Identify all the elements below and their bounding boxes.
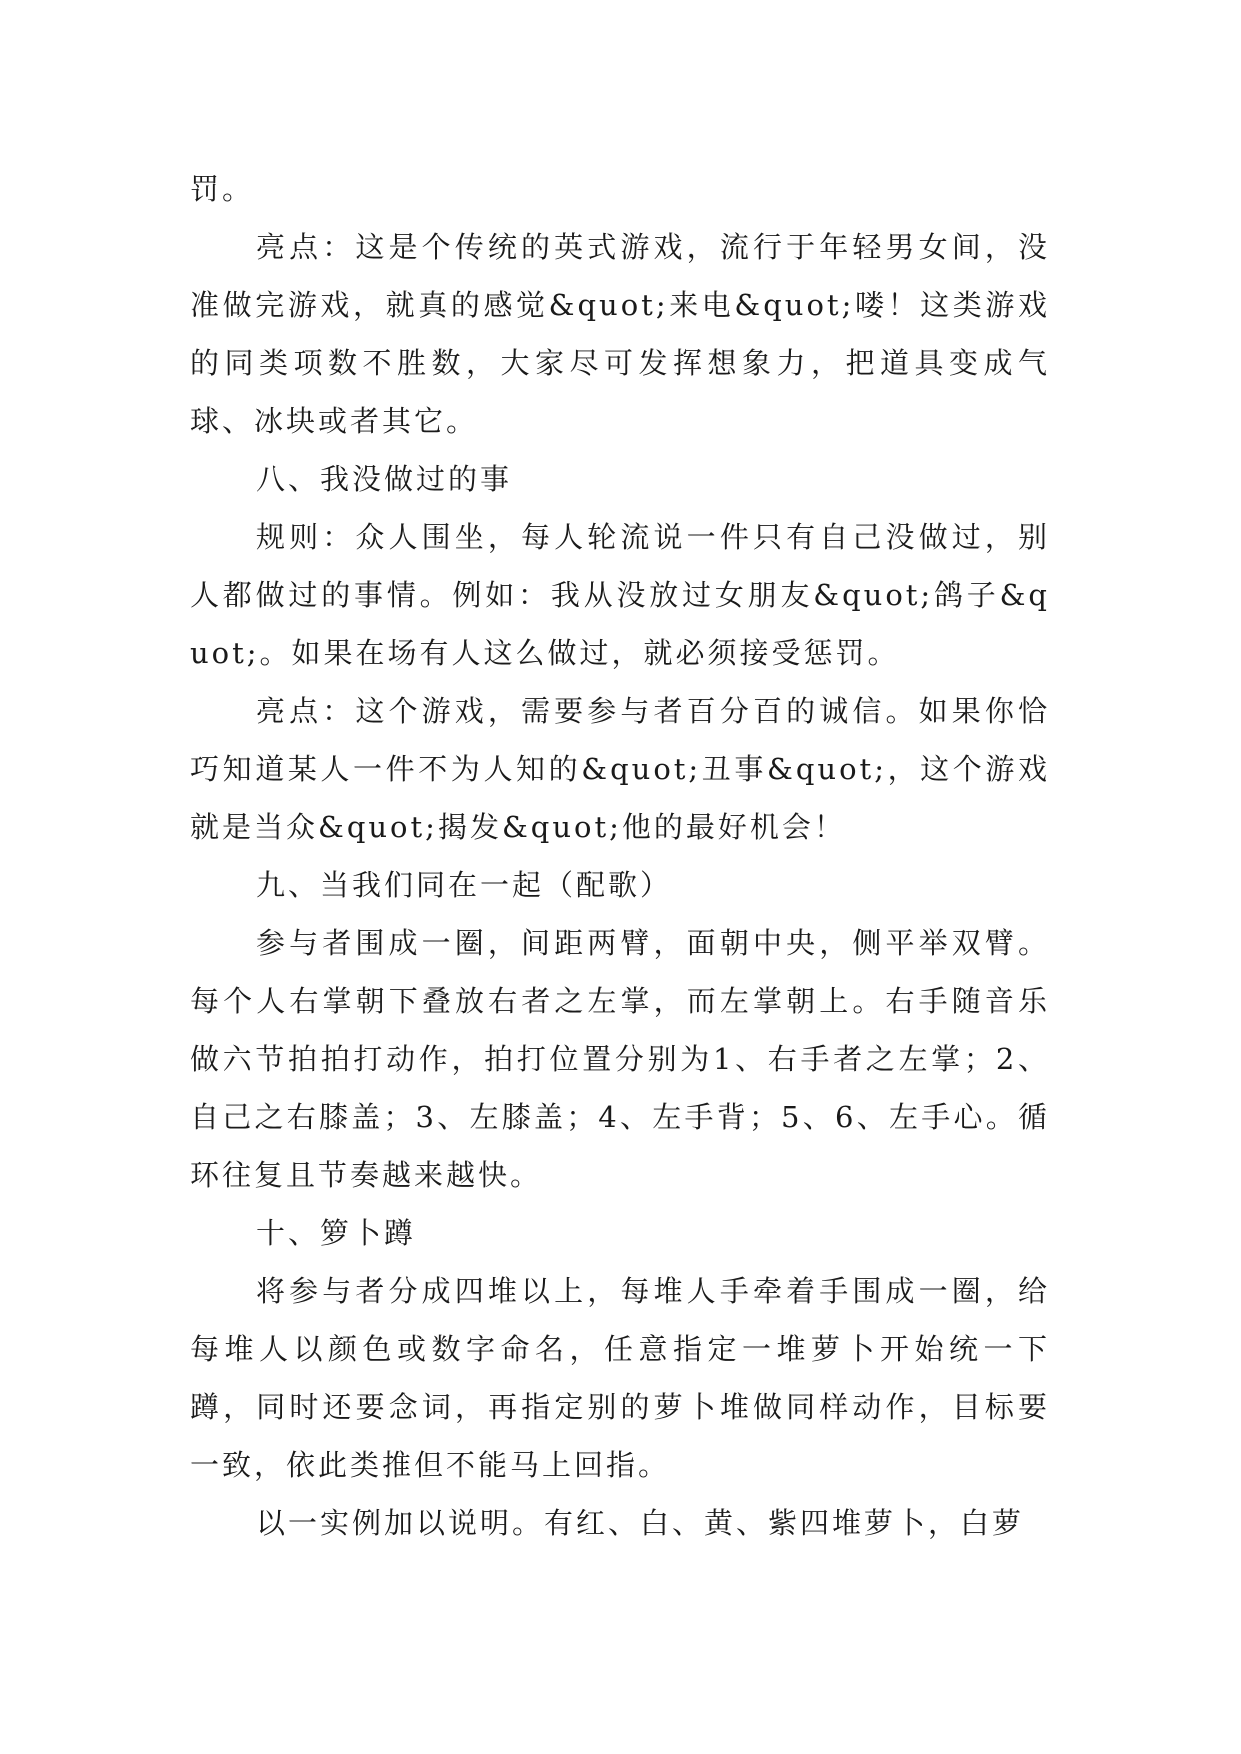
- paragraph-example-game-ten: 以一实例加以说明。有红、白、黄、紫四堆萝卜，白萝: [256, 1506, 1025, 1540]
- paragraph-rules-game-nine: 参与者围成一圈，间距两臂，面朝中央，侧平举双臂。每个人右掌朝下叠放右者之左掌，而左掌朝上。右手随音乐做六节拍拍打动作，拍打位置分别为1、右手者之左掌；2、自己之右膝盖；3、左膝盖；4、左手背；5、6、左手心。循环往复且节奏越来越快。: [190, 926, 1050, 1192]
- paragraph-rules-game-ten: 将参与者分成四堆以上，每堆人手牵着手围成一圈，给每堆人以颜色或数字命名，任意指定一堆萝卜开始统一下蹲，同时还要念词，再指定别的萝卜堆做同样动作，目标要一致，依此类推但不能马上回指。: [190, 1274, 1050, 1482]
- document-body: [190, 160, 1050, 1552]
- paragraph-highlight-game-eight: 亮点：这个游戏，需要参与者百分百的诚信。如果你恰巧知道某人一件不为人知的&quot;丑事&quot;，这个游戏就是当众&quot;揭发&quot;他的最好机会！: [190, 694, 1050, 844]
- section-heading-nine: 九、当我们同在一起（配歌）: [256, 868, 673, 902]
- paragraph-highlight-game-seven: 亮点：这是个传统的英式游戏，流行于年轻男女间，没准做完游戏，就真的感觉&quot;来电&quot;喽！这类游戏的同类项数不胜数，大家尽可发挥想象力，把道具变成气球、冰块或者其它。: [190, 230, 1050, 438]
- section-heading-eight: 八、我没做过的事: [256, 462, 513, 496]
- section-heading-ten: 十、箩卜蹲: [256, 1216, 417, 1250]
- paragraph-punishment-end: 罚。: [190, 172, 255, 206]
- paragraph-rules-game-eight: 规则：众人围坐，每人轮流说一件只有自己没做过，别人都做过的事情。例如：我从没放过女朋友&quot;鸽子&quot;。如果在场有人这么做过，就必须接受惩罚。: [190, 520, 1050, 670]
